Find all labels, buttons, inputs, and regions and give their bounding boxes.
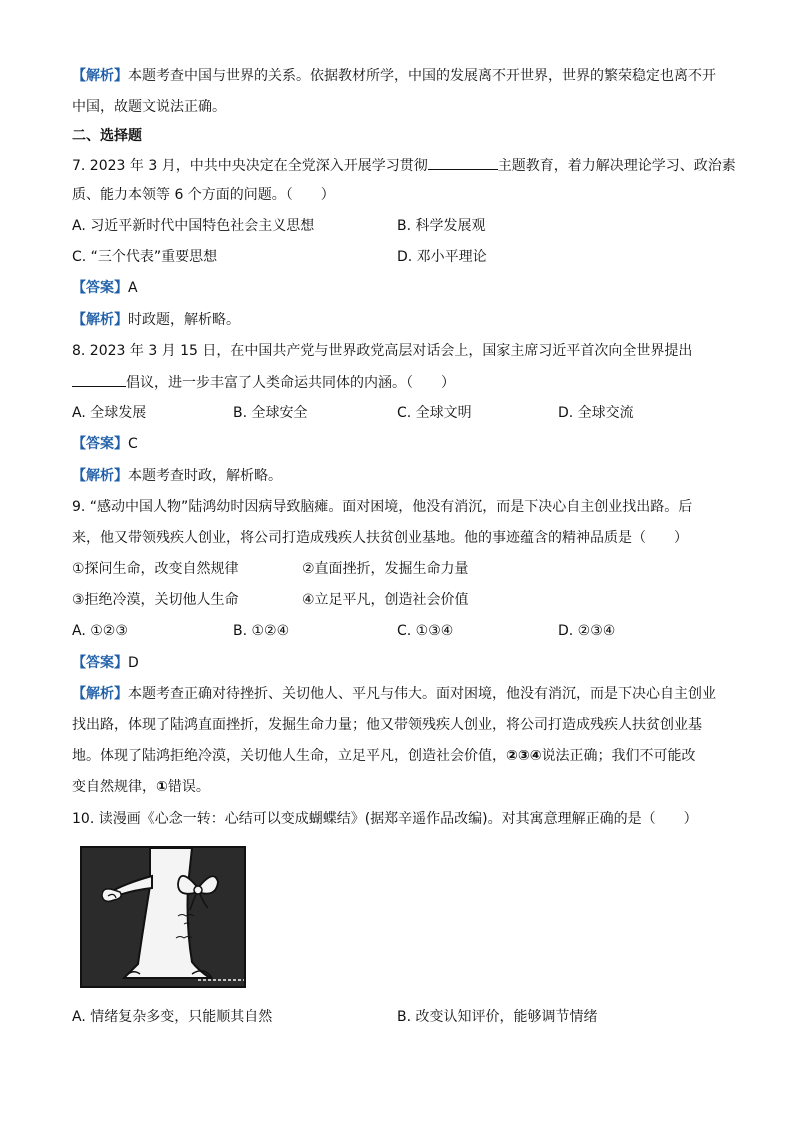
q9-analysis-3-post: 说法正确；我们不可能改 <box>541 748 696 764</box>
q9-stem-line-2: 来，他又带领残疾人创业，将公司打造成残疾人扶贫创业基地。他的事迹蕴含的精神品质是（ ） <box>72 530 688 546</box>
q9-statement-1: ①探问生命，改变自然规律 <box>72 561 239 577</box>
q9-analysis-line-3 <box>72 746 696 766</box>
q9-answer <box>72 653 139 673</box>
bow-knot <box>194 886 202 894</box>
q8-stem-line-1: 8. 2023 年 3 月 15 日，在中国共产党与世界政党高层对话会上，国家主席习近平首次向全世界提出 <box>72 343 693 359</box>
q9-answer-value: D <box>128 655 139 671</box>
q9-option-d: D. ②③④ <box>558 623 616 639</box>
q9-analysis-3-pre: 地。体现了陆鸿拒绝冷漠，关切他人生命，立足平凡，创造社会价值， <box>72 748 506 764</box>
q8-blank <box>72 372 126 387</box>
q9-analysis-3-numbers: ②③④ <box>506 748 542 764</box>
q9-analysis-line-1 <box>72 684 716 704</box>
analysis-tag: 【解析】 <box>72 312 128 328</box>
answer-tag: 【答案】 <box>72 436 128 452</box>
analysis-tag: 【解析】 <box>72 468 128 484</box>
q9-statement-2: ②直面挫折，发掘生命力量 <box>302 561 469 577</box>
analysis-tag: 【解析】 <box>72 686 128 702</box>
q9-stem-line-1: 9. “感动中国人物”陆鸿幼时因病导致脑瘫。面对困境，他没有消沉，而是下决心自主创业找出路。后 <box>72 499 693 515</box>
q10-option-b: B. 改变认知评价，能够调节情绪 <box>397 1009 598 1025</box>
answer-tag: 【答案】 <box>72 280 128 296</box>
q10-stem: 10. 读漫画《心念一转：心结可以变成蝴蝶结》(据郑辛遥作品改编)。对其寓意理解正确的是（ ） <box>72 811 698 827</box>
q7-analysis <box>72 310 240 330</box>
q8-option-a: A. 全球发展 <box>72 405 147 421</box>
q9-analysis-4-number: ① <box>156 779 168 795</box>
q8-analysis-text: 本题考查时政，解析略。 <box>128 468 282 484</box>
q8-stem-line-2 <box>72 372 455 393</box>
q7-stem-post: 主题教育，着力解决理论学习、政治素 <box>497 158 736 174</box>
q8-option-b: B. 全球安全 <box>233 405 308 421</box>
analysis-tag: 【解析】 <box>72 68 128 84</box>
q8-analysis <box>72 466 282 486</box>
q9-statement-4: ④立足平凡，创造社会价值 <box>302 592 469 608</box>
q7-answer <box>72 278 138 298</box>
q10-option-a: A. 情绪复杂多变，只能顺其自然 <box>72 1009 273 1025</box>
q9-statement-3: ③拒绝冷漠，关切他人生命 <box>72 592 239 608</box>
prev-analysis-line-2: 中国，故题文说法正确。 <box>72 99 226 115</box>
answer-tag: 【答案】 <box>72 655 128 671</box>
q9-analysis-text-1: 本题考查正确对待挫折、关切他人、平凡与伟大。面对困境，他没有消沉，而是下决心自主创业 <box>128 686 716 702</box>
knot-shape <box>102 889 121 901</box>
comic-image <box>80 846 246 988</box>
q8-answer <box>72 434 138 454</box>
section-title: 二、选择题 <box>72 128 142 144</box>
q7-stem-line-2: 质、能力本领等 6 个方面的问题。（ ） <box>72 187 335 203</box>
q9-option-c: C. ①③④ <box>397 623 454 639</box>
q8-option-d: D. 全球交流 <box>558 405 634 421</box>
q7-option-a: A. 习近平新时代中国特色社会主义思想 <box>72 218 315 234</box>
q7-blank <box>428 155 498 170</box>
q9-option-a: A. ①②③ <box>72 623 128 639</box>
q9-analysis-4-post: 错误。 <box>167 779 210 795</box>
q9-analysis-4-pre: 变自然规律， <box>72 779 156 795</box>
q8-option-c: C. 全球文明 <box>397 405 472 421</box>
q8-answer-value: C <box>128 436 138 452</box>
q7-option-b: B. 科学发展观 <box>397 218 486 234</box>
prev-analysis-text: 本题考查中国与世界的关系。依据教材所学，中国的发展离不开世界，世界的繁荣稳定也离不开 <box>128 68 716 84</box>
prev-analysis-line-1 <box>72 66 716 86</box>
q9-analysis-line-2: 找出路，体现了陆鸿直面挫折，发掘生命力量；他又带领残疾人创业，将公司打造成残疾人扶贫创业基 <box>72 717 702 733</box>
q9-option-b: B. ①②④ <box>233 623 290 639</box>
q7-option-c: C. “三个代表”重要思想 <box>72 249 218 265</box>
q7-stem-pre: 7. 2023 年 3 月，中共中央决定在全党深入开展学习贯彻 <box>72 158 428 174</box>
q7-stem-line-1 <box>72 155 736 176</box>
q7-answer-value: A <box>128 280 138 296</box>
q7-analysis-text: 时政题，解析略。 <box>128 312 240 328</box>
q7-option-d: D. 邓小平理论 <box>397 249 487 265</box>
q8-stem-post: 倡议，进一步丰富了人类命运共同体的内涵。（ ） <box>126 375 455 391</box>
q9-analysis-line-4 <box>72 777 210 797</box>
